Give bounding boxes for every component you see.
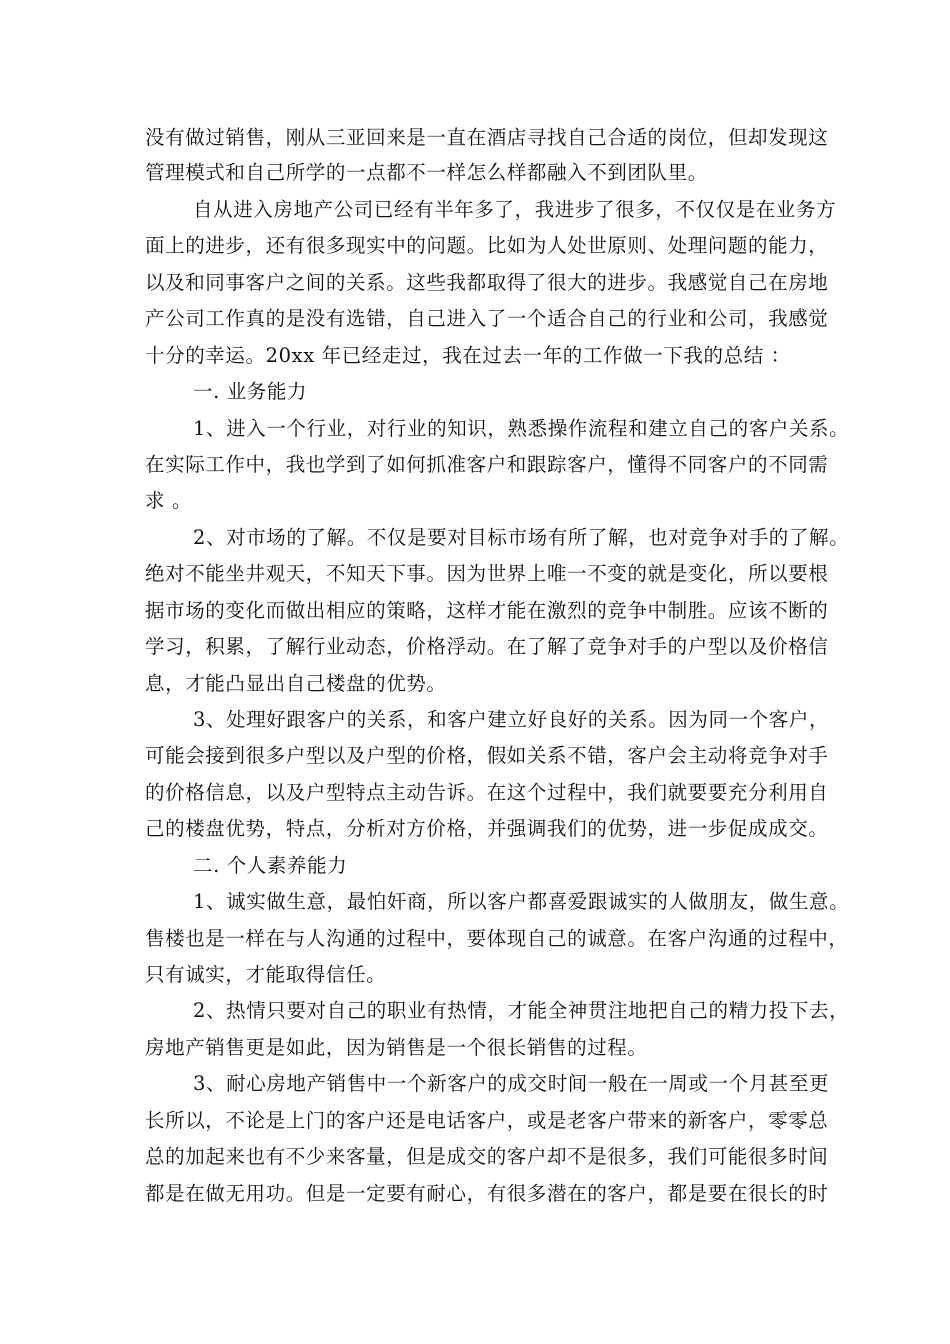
text-line: 可能会接到很多户型以及户型的价格，假如关系不错，客户会主动将竞争对手 — [145, 744, 829, 767]
paragraph-start-line: 2、热情只要对自己的职业有热情，才能全神贯注地把自己的精力投下去， — [193, 999, 850, 1022]
text-line: 总的加起来也有不少来客量，但是成交的客户却不是很多，我们可能很多时间 — [145, 1145, 829, 1168]
text-line: 管理模式和自己所学的一点都不一样怎么样都融入不到团队里。 — [145, 161, 708, 184]
text-line: 据市场的变化而做出相应的策略，这样才能在激烈的竞争中制胜。应该不断的 — [145, 599, 829, 622]
text-line: 只有诚实，才能取得信任。 — [145, 963, 387, 986]
paragraph-start-line: 1、诚实做生意，最怕奸商，所以客户都喜爱跟诚实的人做朋友，做生意。 — [193, 890, 850, 913]
text-line: 长所以，不论是上门的客户还是电话客户，或是老客户带来的新客户，零零总 — [145, 1109, 829, 1132]
text-line: 绝对不能坐井观天，不知天下事。因为世界上唯一不变的就是变化，所以要根 — [145, 562, 829, 585]
paragraph-start-line: 2、对市场的了解。不仅是要对目标市场有所了解，也对竞争对手的了解。 — [193, 526, 850, 549]
text-line: 没有做过销售，刚从三亚回来是一直在酒店寻找自己合适的岗位，但却发现这 — [145, 126, 829, 149]
text-line: 的价格信息，以及户型特点主动告诉。在这个过程中，我们就要要充分利用自 — [145, 781, 829, 804]
text-line: 售楼也是一样在与人沟通的过程中，要体现自己的诚意。在客户沟通的过程中， — [145, 927, 849, 950]
text-line: 房地产销售更是如此，因为销售是一个很长销售的过程。 — [145, 1036, 648, 1059]
section-heading: 二. 个人素养能力 — [193, 854, 348, 877]
text-line: 都是在做无用功。但是一定要有耐心，有很多潜在的客户，都是要在很长的时 — [145, 1182, 829, 1205]
paragraph-start-line: 3、耐心房地产销售中一个新客户的成交时间一般在一周或一个月甚至更 — [193, 1072, 830, 1095]
text-line: 己的楼盘优势，特点，分析对方价格，并强调我们的优势，进一步促成成交。 — [145, 817, 829, 840]
paragraph-start-line: 自从进入房地产公司已经有半年多了，我进步了很多，不仅仅是在业务方 — [193, 198, 837, 221]
text-line: 产公司工作真的是没有选错，自己进入了一个适合自己的行业和公司，我感觉 — [145, 307, 829, 330]
text-line: 以及和同事客户之间的关系。这些我都取得了很大的进步。我感觉自己在房地 — [145, 271, 829, 294]
text-line: 十分的幸运。20xx 年已经走过，我在过去一年的工作做一下我的总结 ： — [145, 344, 791, 367]
paragraph-start-line: 3、处理好跟客户的关系，和客户建立好良好的关系。因为同一个客户， — [193, 708, 830, 731]
text-line: 求 。 — [145, 489, 192, 512]
text-line: 面上的进步，还有很多现实中的问题。比如为人处世原则、处理问题的能力， — [145, 234, 829, 257]
text-line: 学习，积累，了解行业动态，价格浮动。在了解了竞争对手的户型以及价格信 — [145, 635, 829, 658]
text-line: 息，才能凸显出自己楼盘的优势。 — [145, 672, 447, 695]
text-line: 在实际工作中，我也学到了如何抓准客户和跟踪客户，懂得不同客户的不同需 — [145, 453, 829, 476]
paragraph-start-line: 1、进入一个行业，对行业的知识，熟悉操作流程和建立自己的客户关系。 — [193, 417, 850, 440]
section-heading: 一. 业务能力 — [193, 380, 308, 403]
